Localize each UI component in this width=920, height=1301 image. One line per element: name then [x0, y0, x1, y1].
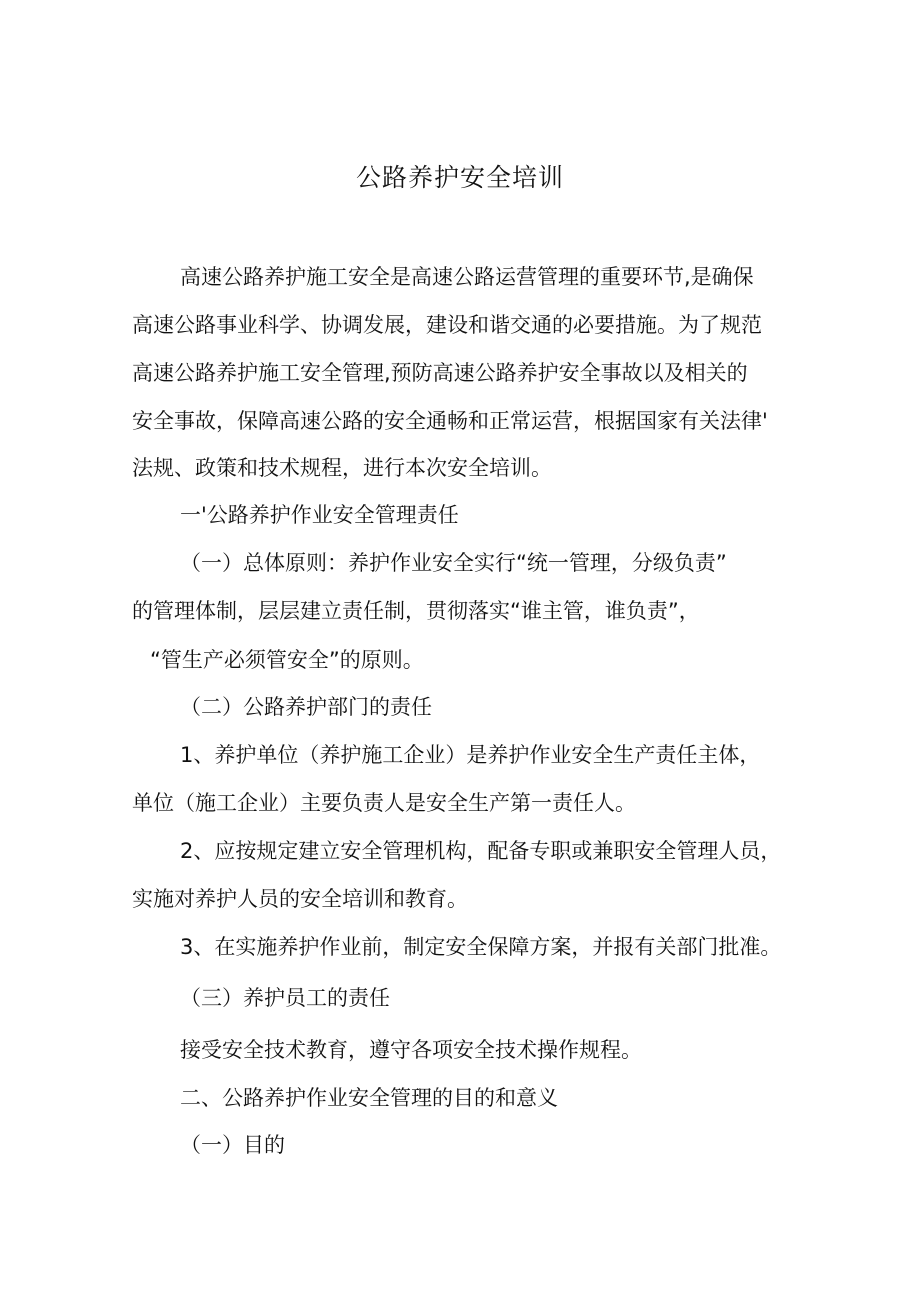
paragraph-line: 接受安全技术教育，遵守各项安全技术操作规程。	[180, 1038, 642, 1062]
paragraph-line: 安全事故，保障高速公路的安全通畅和正常运营，根据国家有关法律'	[132, 409, 768, 433]
subsection-heading: （二）公路养护部门的责任	[180, 695, 432, 719]
paragraph-line: （一）总体原则：养护作业安全实行“统一管理，分级负责”	[180, 551, 727, 575]
paragraph-line: 法规、政策和技术规程，进行本次安全培训。	[132, 456, 552, 480]
document-title: 公路养护安全培训	[355, 163, 564, 192]
paragraph-line: 2、应按规定建立安全管理机构，配备专职或兼职安全管理人员，	[180, 839, 782, 863]
paragraph-line: 单位（施工企业）主要负责人是安全生产第一责任人。	[132, 791, 636, 815]
paragraph-line: 实施对养护人员的安全培训和教育。	[132, 887, 468, 911]
section-heading: 一'公路养护作业安全管理责任	[180, 503, 459, 527]
paragraph-line: 高速公路事业科学、协调发展，建设和谐交通的必要措施。为了规范	[132, 313, 762, 337]
paragraph-line: 的管理体制，层层建立责任制，贯彻落实“谁主管，谁负责”，	[132, 599, 700, 623]
subsection-heading: （一）目的	[180, 1133, 285, 1157]
paragraph-line: 3、在实施养护作业前，制定安全保障方案，并报有关部门批准。	[180, 935, 782, 959]
paragraph-line: 1、养护单位（养护施工企业）是养护作业安全生产责任主体，	[180, 743, 761, 767]
paragraph-line: 高速公路养护施工安全是高速公路运营管理的重要环节,是确保	[180, 265, 754, 289]
paragraph-line: “管生产必须管安全”的原则。	[150, 648, 424, 672]
section-heading: 二、公路养护作业安全管理的目的和意义	[180, 1086, 558, 1110]
subsection-heading: （三）养护员工的责任	[180, 986, 390, 1010]
paragraph-line: 高速公路养护施工安全管理,预防高速公路养护安全事故以及相关的	[132, 361, 748, 385]
